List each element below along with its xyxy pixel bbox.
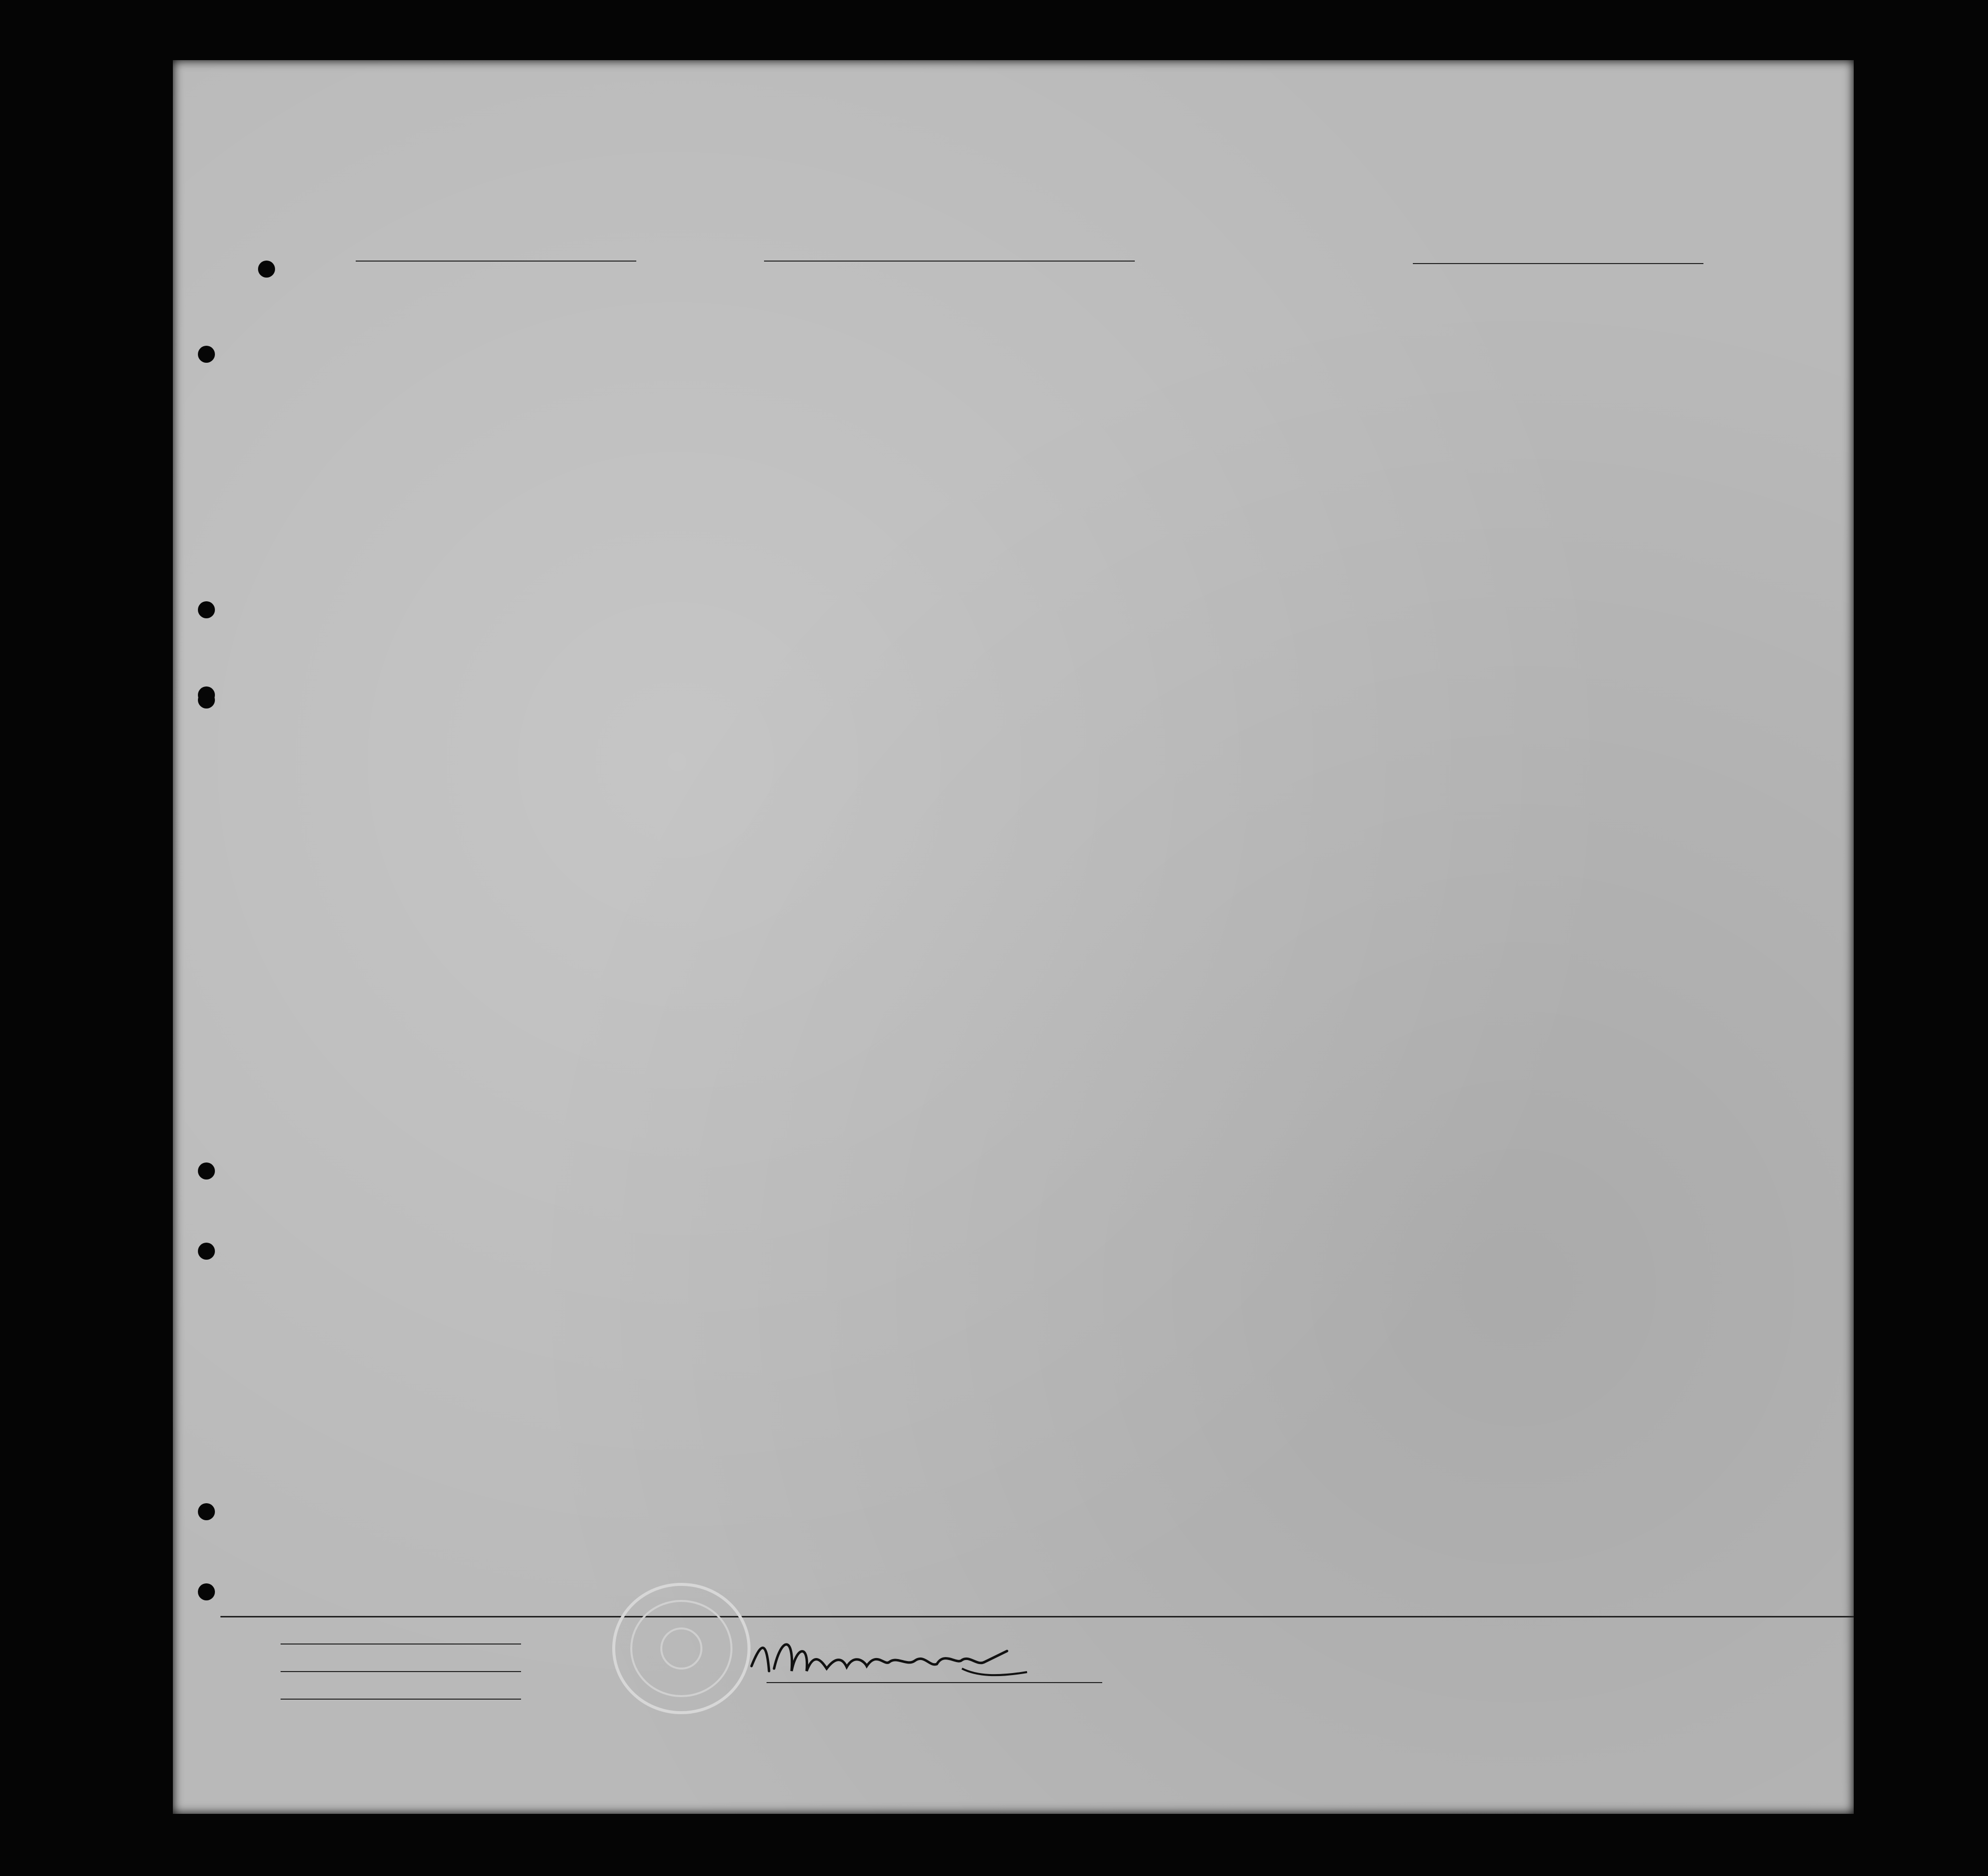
punch-hole (198, 1243, 215, 1260)
punch-hole (198, 1503, 215, 1520)
inspector-signature (747, 1631, 1087, 1686)
punch-hole (198, 601, 215, 618)
punch-hole (198, 346, 215, 363)
punch-hole (198, 1583, 215, 1600)
punch-hole (258, 261, 275, 278)
manifest-sheet (173, 60, 1854, 1814)
punch-hole (198, 1162, 215, 1180)
punch-hole (198, 691, 215, 709)
official-seal (606, 1578, 757, 1719)
